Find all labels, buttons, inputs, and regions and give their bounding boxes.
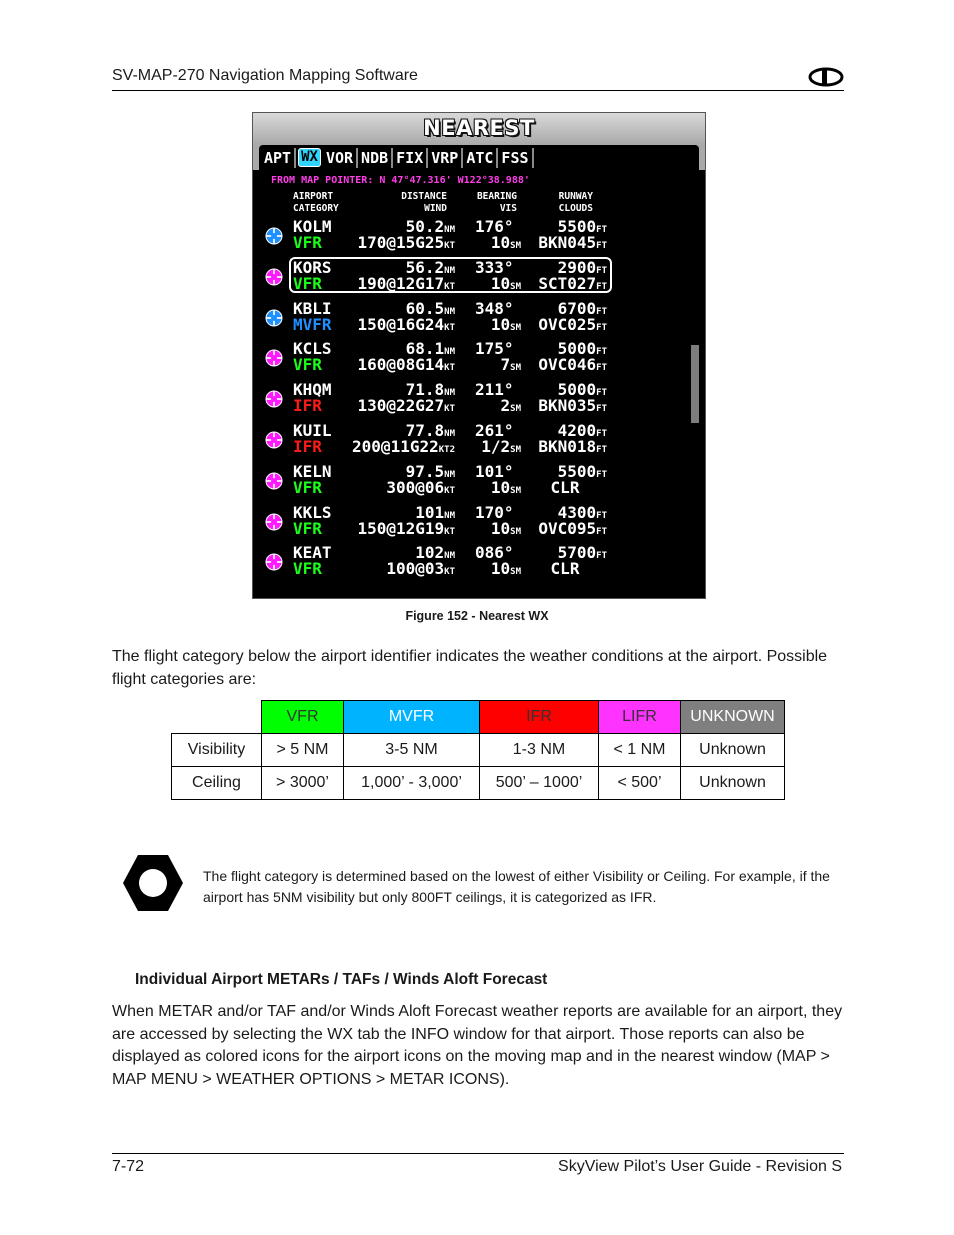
airport-id: KELN bbox=[293, 461, 332, 481]
runway-value: 4300 bbox=[557, 502, 597, 522]
airport-icon bbox=[265, 390, 283, 408]
runway-value: 5500 bbox=[557, 461, 597, 481]
clouds-cell bbox=[523, 396, 607, 415]
airport-icon bbox=[265, 513, 283, 531]
wind-value: 130@22G27 bbox=[357, 396, 445, 416]
runway-unit: FT bbox=[596, 225, 607, 235]
footer-rule bbox=[112, 1153, 844, 1154]
airport-icon bbox=[265, 431, 283, 449]
col-header-airport-line1: AIRPORT bbox=[293, 191, 334, 202]
wind-unit: KT bbox=[444, 322, 455, 333]
clouds-unit: FT bbox=[596, 445, 607, 455]
flight-category: VFR bbox=[293, 559, 322, 579]
bearing-value: 101° bbox=[475, 461, 514, 481]
visibility-cell bbox=[459, 519, 521, 538]
distance-value: 77.8 bbox=[405, 421, 445, 440]
table-cell: Unknown bbox=[681, 734, 785, 767]
visibility-value: 10 bbox=[490, 314, 511, 334]
tab-vrp[interactable]: VRP bbox=[428, 148, 463, 168]
airport-id: KORS bbox=[293, 257, 332, 277]
bearing-value: 211° bbox=[475, 380, 514, 400]
airport-row-kcls[interactable] bbox=[253, 339, 705, 379]
airport-row-keln[interactable] bbox=[253, 462, 705, 502]
clouds-value: SCT027 bbox=[538, 273, 597, 293]
tab-atc[interactable]: ATC bbox=[463, 148, 498, 168]
wind-cell bbox=[339, 559, 455, 578]
wind-cell bbox=[339, 233, 455, 252]
runway-value: 4200 bbox=[557, 421, 597, 440]
runway-unit: FT bbox=[596, 306, 607, 317]
map-pointer-text: FROM MAP POINTER: N 47°47.316' W122°38.988' bbox=[271, 175, 530, 186]
distance-value: 101 bbox=[415, 502, 445, 522]
clouds-cell bbox=[523, 437, 607, 456]
distance-unit: NM bbox=[444, 510, 455, 521]
visibility-value: 1/2 bbox=[481, 437, 511, 456]
flight-category: IFR bbox=[293, 396, 322, 416]
screen-title-bar bbox=[253, 113, 705, 145]
page-number: 7-72 bbox=[112, 1158, 145, 1175]
runway-value: 5000 bbox=[557, 339, 597, 359]
wind-unit: KT bbox=[444, 281, 455, 292]
visibility-cell bbox=[459, 478, 521, 497]
clouds-cell bbox=[523, 478, 607, 497]
airport-icon bbox=[265, 309, 283, 327]
airport-row-kolm[interactable] bbox=[253, 217, 705, 257]
header-lifr: LIFR bbox=[599, 701, 681, 734]
list-scrollbar[interactable] bbox=[691, 345, 699, 423]
wind-barb-icon bbox=[265, 227, 283, 245]
clouds-cell bbox=[523, 355, 607, 374]
col-header-runway bbox=[549, 191, 593, 215]
runway-unit: FT bbox=[596, 347, 607, 358]
clouds-value: CLR bbox=[550, 559, 580, 579]
header-vfr: VFR bbox=[262, 701, 344, 734]
runway-value: 5500 bbox=[557, 217, 597, 236]
table-corner bbox=[172, 701, 262, 734]
col-header-bearing-line2: VIS bbox=[499, 203, 517, 214]
row-label-ceiling: Ceiling bbox=[172, 767, 262, 800]
wind-value: 150@16G24 bbox=[357, 314, 445, 334]
airport-id: KUIL bbox=[293, 421, 332, 440]
clouds-value: CLR bbox=[550, 477, 580, 497]
visibility-cell bbox=[459, 315, 521, 334]
wind-barb-icon bbox=[265, 268, 283, 286]
footer-guide-title: SkyView Pilot’s User Guide - Revision S bbox=[558, 1158, 842, 1175]
flight-category-table bbox=[171, 700, 785, 800]
airport-row-kuil[interactable] bbox=[253, 421, 705, 461]
distance-unit: NM bbox=[444, 388, 455, 399]
visibility-unit: SM bbox=[510, 363, 521, 374]
bearing-value: 175° bbox=[475, 339, 514, 359]
clouds-cell bbox=[523, 274, 607, 293]
dynon-logo-icon bbox=[808, 66, 844, 88]
intro-paragraph: The flight category below the airport identifier indicates the weather conditions at the airport. Possible flight categories are: bbox=[112, 648, 828, 688]
airport-row-kkls[interactable] bbox=[253, 503, 705, 543]
distance-value: 68.1 bbox=[405, 339, 445, 359]
visibility-value: 10 bbox=[490, 477, 511, 497]
visibility-cell bbox=[459, 559, 521, 578]
visibility-unit: SM bbox=[510, 241, 521, 251]
wind-value: 200@11G22 bbox=[352, 437, 439, 456]
wind-cell bbox=[339, 519, 455, 538]
screen-title: NEAREST bbox=[423, 116, 535, 140]
visibility-value: 7 bbox=[500, 355, 511, 375]
distance-value: 97.5 bbox=[405, 461, 445, 481]
distance-value: 71.8 bbox=[405, 380, 445, 400]
tab-list bbox=[259, 145, 699, 170]
wind-value: 150@12G19 bbox=[357, 518, 445, 538]
bearing-value: 086° bbox=[475, 543, 514, 563]
table-cell: < 1 NM bbox=[599, 734, 681, 767]
clouds-value: BKN018 bbox=[538, 437, 597, 456]
runway-value: 5700 bbox=[557, 543, 597, 563]
table-cell: Unknown bbox=[681, 767, 785, 800]
wind-unit: KT bbox=[444, 567, 455, 578]
bearing-value: 348° bbox=[475, 298, 514, 318]
tab-vor[interactable]: VOR bbox=[323, 148, 358, 168]
col-header-distance-line1: DISTANCE bbox=[401, 191, 447, 202]
table-row bbox=[172, 734, 785, 767]
bearing-value: 170° bbox=[475, 502, 514, 522]
visibility-value: 10 bbox=[490, 273, 511, 293]
wind-value: 100@03 bbox=[386, 559, 445, 579]
airport-icon bbox=[265, 349, 283, 367]
wind-cell bbox=[339, 315, 455, 334]
runway-unit: FT bbox=[596, 469, 607, 480]
wind-value: 170@15G25 bbox=[357, 233, 445, 252]
runway-value: 2900 bbox=[557, 257, 597, 277]
col-header-bearing-line1: BEARING bbox=[476, 191, 517, 202]
wind-unit: KT bbox=[444, 485, 455, 496]
wind-value: 190@12G17 bbox=[357, 273, 445, 293]
tab-apt[interactable]: APT bbox=[261, 148, 296, 168]
distance-value: 102 bbox=[415, 543, 445, 563]
wind-cell bbox=[339, 355, 455, 374]
wind-unit: KT bbox=[444, 526, 455, 537]
tab-wx[interactable]: WX bbox=[298, 148, 321, 167]
col-header-runway-line1: RUNWAY bbox=[558, 191, 593, 202]
wind-cell bbox=[339, 437, 455, 456]
visibility-value: 10 bbox=[490, 233, 511, 252]
table-row bbox=[172, 767, 785, 800]
visibility-cell bbox=[459, 355, 521, 374]
visibility-value: 2 bbox=[500, 396, 511, 416]
flight-category: VFR bbox=[293, 518, 322, 538]
runway-unit: FT bbox=[596, 551, 607, 562]
clouds-value: OVC095 bbox=[538, 518, 597, 538]
visibility-unit: SM bbox=[510, 322, 521, 333]
distance-value: 50.2 bbox=[405, 217, 445, 236]
airport-id: KEAT bbox=[293, 543, 332, 563]
distance-unit: NM bbox=[444, 429, 455, 439]
figure-caption: Figure 152 - Nearest WX bbox=[405, 609, 549, 623]
visibility-cell bbox=[459, 437, 521, 456]
visibility-unit: SM bbox=[510, 404, 521, 415]
col-header-airport bbox=[293, 191, 339, 215]
runway-value: 5000 bbox=[557, 380, 597, 400]
clouds-value: OVC025 bbox=[538, 314, 597, 334]
clouds-unit: FT bbox=[596, 404, 607, 415]
wind-unit: KT bbox=[444, 363, 455, 374]
visibility-unit: SM bbox=[510, 281, 521, 292]
wind-unit: KT bbox=[444, 241, 455, 251]
runway-unit: FT bbox=[596, 510, 607, 521]
header-mvfr: MVFR bbox=[344, 701, 480, 734]
airport-id: KBLI bbox=[293, 298, 332, 318]
airport-id: KKLS bbox=[293, 502, 332, 522]
clouds-unit: FT bbox=[596, 281, 607, 292]
clouds-value: OVC046 bbox=[538, 355, 597, 375]
distance-unit: NM bbox=[444, 306, 455, 317]
table-cell: 1,000’ - 3,000’ bbox=[344, 767, 480, 800]
header-ifr: IFR bbox=[480, 701, 599, 734]
airport-row-keat[interactable] bbox=[253, 543, 705, 583]
table-cell: < 500’ bbox=[599, 767, 681, 800]
flight-category: MVFR bbox=[293, 314, 332, 334]
visibility-cell bbox=[459, 233, 521, 252]
clouds-unit: FT bbox=[596, 322, 607, 333]
bearing-value: 333° bbox=[475, 257, 514, 277]
airport-id: KCLS bbox=[293, 339, 332, 359]
tab-fix[interactable]: FIX bbox=[393, 148, 428, 168]
wind-cell bbox=[339, 478, 455, 497]
runway-unit: FT bbox=[596, 429, 607, 439]
section-subheading: Individual Airport METARs / TAFs / Winds Aloft Forecast bbox=[135, 971, 548, 988]
visibility-unit: SM bbox=[510, 485, 521, 496]
airport-id: KOLM bbox=[293, 217, 332, 236]
page-header-title: SV-MAP-270 Navigation Mapping Software bbox=[112, 67, 418, 84]
flight-category: IFR bbox=[293, 437, 322, 456]
row-label-visibility: Visibility bbox=[172, 734, 262, 767]
col-header-bearing bbox=[467, 191, 517, 215]
visibility-cell bbox=[459, 274, 521, 293]
col-header-airport-line2: CATEGORY bbox=[293, 203, 339, 214]
header-rule bbox=[112, 90, 844, 91]
distance-unit: NM bbox=[444, 469, 455, 480]
bearing-value: 176° bbox=[475, 217, 514, 236]
clouds-value: BKN035 bbox=[538, 396, 597, 416]
wind-unit: KT2 bbox=[438, 445, 455, 455]
airport-row-kors[interactable] bbox=[253, 258, 705, 298]
bearing-value: 261° bbox=[475, 421, 514, 440]
clouds-cell bbox=[523, 559, 607, 578]
distance-unit: NM bbox=[444, 347, 455, 358]
visibility-unit: SM bbox=[510, 567, 521, 578]
runway-value: 6700 bbox=[557, 298, 597, 318]
visibility-value: 10 bbox=[490, 559, 511, 579]
distance-unit: NM bbox=[444, 225, 455, 235]
airport-id: KHQM bbox=[293, 380, 332, 400]
body-paragraph: When METAR and/or TAF and/or Winds Aloft Forecast weather reports are available for an airport, they are accessed by selecting the WX tab the INFO window for that airport. Those reports can also be displayed as colored icons for the airport icons on the moving map and in the nearest window (MAP > MAP MENU > WEATHER OPTIONS > METAR ICONS). bbox=[112, 1003, 843, 1088]
clouds-cell bbox=[523, 315, 607, 334]
visibility-unit: SM bbox=[510, 526, 521, 537]
tab-fss[interactable]: FSS bbox=[498, 148, 533, 168]
distance-unit: NM bbox=[444, 551, 455, 562]
airport-row-khqm[interactable] bbox=[253, 380, 705, 420]
table-cell: > 3000’ bbox=[262, 767, 344, 800]
wind-unit: KT bbox=[444, 404, 455, 415]
clouds-unit: FT bbox=[596, 363, 607, 374]
visibility-value: 10 bbox=[490, 518, 511, 538]
wind-value: 300@06 bbox=[386, 477, 445, 497]
col-header-distance bbox=[391, 191, 447, 215]
clouds-unit: FT bbox=[596, 241, 607, 251]
distance-value: 60.5 bbox=[405, 298, 445, 318]
wind-cell bbox=[339, 396, 455, 415]
clouds-cell bbox=[523, 233, 607, 252]
flight-category: VFR bbox=[293, 233, 322, 252]
visibility-unit: SM bbox=[510, 445, 521, 455]
flight-category: VFR bbox=[293, 477, 322, 497]
col-header-runway-line2: CLOUDS bbox=[558, 203, 593, 214]
wind-value: 160@08G14 bbox=[357, 355, 445, 375]
table-header-row bbox=[172, 701, 785, 734]
tab-ndb[interactable]: NDB bbox=[358, 148, 393, 168]
airport-row-kbli[interactable] bbox=[253, 299, 705, 339]
flight-category: VFR bbox=[293, 355, 322, 375]
wind-cell bbox=[339, 274, 455, 293]
distance-unit: NM bbox=[444, 265, 455, 276]
airport-icon bbox=[265, 553, 283, 571]
col-header-distance-line2: WIND bbox=[424, 203, 447, 214]
clouds-value: BKN045 bbox=[538, 233, 597, 252]
tab-bar bbox=[253, 145, 705, 170]
table-cell: 1-3 NM bbox=[480, 734, 599, 767]
clouds-cell bbox=[523, 519, 607, 538]
table-cell: > 5 NM bbox=[262, 734, 344, 767]
visibility-cell bbox=[459, 396, 521, 415]
clouds-unit: FT bbox=[596, 526, 607, 537]
note-text: The flight category is determined based on the lowest of either Visibility or Ceiling. For example, if the airport has 5NM visibility but only 800FT ceilings, it is categorized as IFR. bbox=[203, 868, 830, 905]
nearest-screen bbox=[252, 112, 706, 599]
table-cell: 3-5 NM bbox=[344, 734, 480, 767]
header-unknown: UNKNOWN bbox=[681, 701, 785, 734]
note-hexagon-icon bbox=[122, 853, 184, 913]
airport-icon bbox=[265, 472, 283, 490]
runway-unit: FT bbox=[596, 265, 607, 276]
runway-unit: FT bbox=[596, 388, 607, 399]
distance-value: 56.2 bbox=[405, 257, 445, 277]
table-cell: 500’ – 1000’ bbox=[480, 767, 599, 800]
flight-category: VFR bbox=[293, 273, 322, 293]
